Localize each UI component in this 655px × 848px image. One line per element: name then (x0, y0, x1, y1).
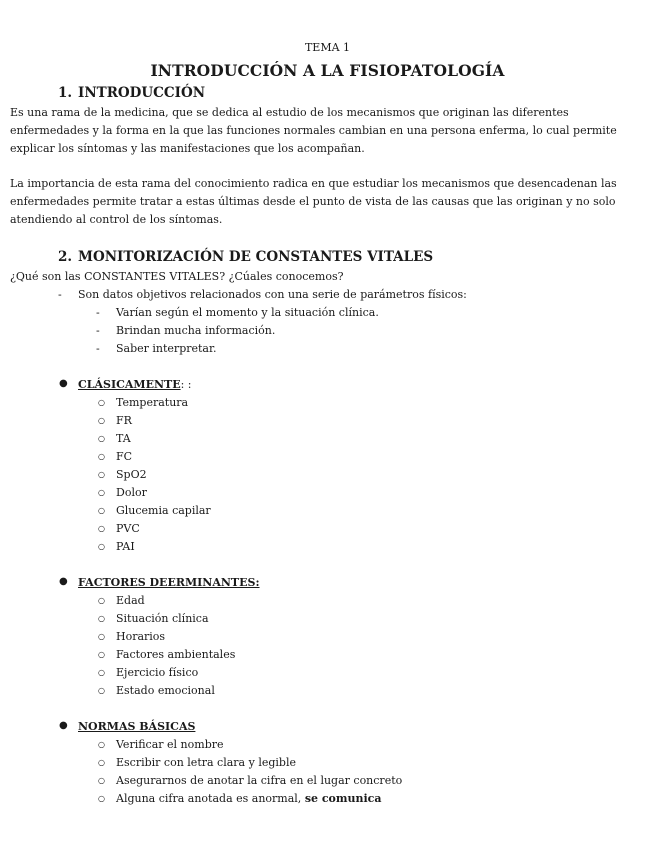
clasicamente-item: Temperatura (116, 396, 189, 409)
circle-bullet-icon: ○ (98, 794, 105, 803)
circle-bullet-icon: ○ (98, 470, 105, 479)
paragraph-line: enfermedades permite tratar a estas últimas desde el punto de vista de las causas que las originan y no solo (10, 195, 616, 208)
clasicamente-item: TA (116, 432, 131, 445)
dash-marker: - (96, 306, 100, 319)
factores-item: Factores ambientales (116, 648, 236, 661)
factores-heading: FACTORES DEERMINANTES: (78, 576, 260, 589)
normas-item: Asegurarnos de anotar la cifra en el lugar concreto (116, 774, 403, 787)
sub-list-item: Saber interpretar. (116, 342, 217, 355)
circle-bullet-icon: ○ (98, 686, 105, 695)
bullet-icon: ● (59, 378, 68, 389)
section-2-question: ¿Qué son las CONSTANTES VITALES? ¿Cúales conocemos? (10, 270, 344, 283)
paragraph-line: Es una rama de la medicina, que se dedica al estudio de los mecanismos que originan las diferentes (10, 106, 569, 119)
paragraph-line: atendiendo al control de los síntomas. (10, 213, 223, 226)
section-1-number: 1. (58, 85, 73, 101)
tema-label: TEMA 1 (304, 41, 351, 54)
circle-bullet-icon: ○ (98, 632, 105, 641)
factores-item: Edad (116, 594, 145, 607)
clasicamente-item: PAI (116, 540, 135, 553)
factores-item: Horarios (116, 630, 166, 643)
factores-item: Estado emocional (116, 684, 215, 697)
dash-marker: - (58, 288, 62, 301)
circle-bullet-icon: ○ (98, 542, 105, 551)
section-2-heading (58, 249, 433, 265)
circle-bullet-icon: ○ (98, 398, 105, 407)
clasicamente-item: PVC (116, 522, 140, 535)
circle-bullet-icon: ○ (98, 650, 105, 659)
circle-bullet-icon: ○ (98, 758, 105, 767)
factores-item: Ejercicio físico (116, 666, 199, 679)
paragraph-line: La importancia de esta rama del conocimiento radica en que estudiar los mecanismos que desencadenan las (10, 177, 617, 190)
clasicamente-item: SpO2 (116, 468, 147, 481)
section-1-title: INTRODUCCIÓN (78, 85, 206, 101)
circle-bullet-icon: ○ (98, 434, 105, 443)
clasicamente-item: Glucemia capilar (116, 504, 211, 517)
paragraph-line: enfermedades y la forma en la que las funciones normales cambian en una persona enferma, lo cual permite (10, 124, 617, 137)
factores-item: Situación clínica (116, 612, 209, 625)
clasicamente-item: Dolor (116, 486, 147, 499)
circle-bullet-icon: ○ (98, 614, 105, 623)
clasicamente-suffix: : : (180, 378, 192, 391)
clasicamente-item: FC (116, 450, 133, 463)
section-1-paragraph-1 (10, 104, 617, 158)
section-2-number: 2. (58, 249, 73, 265)
clasicamente-heading (78, 378, 192, 391)
circle-bullet-icon: ○ (98, 488, 105, 497)
clasicamente-item: FR (116, 414, 132, 427)
dash-marker: - (96, 324, 100, 337)
paragraph-line: explicar los síntomas y las manifestaciones que los acompañan. (10, 142, 365, 155)
dash-list-item: Son datos objetivos relacionados con una serie de parámetros físicos: (78, 288, 467, 301)
circle-bullet-icon: ○ (98, 506, 105, 515)
normas-item-emphasis: se comunica (304, 792, 382, 805)
circle-bullet-icon: ○ (98, 452, 105, 461)
bullet-icon: ● (59, 576, 68, 587)
normas-item-text: Alguna cifra anotada es anormal, (116, 792, 305, 805)
section-1-paragraph-2 (10, 175, 617, 229)
circle-bullet-icon: ○ (98, 740, 105, 749)
circle-bullet-icon: ○ (98, 596, 105, 605)
normas-item: Verificar el nombre (116, 738, 224, 751)
normas-heading: NORMAS BÁSICAS (78, 720, 196, 733)
dash-marker: - (96, 342, 100, 355)
circle-bullet-icon: ○ (98, 668, 105, 677)
normas-item-last (116, 792, 382, 805)
section-2-title: MONITORIZACIÓN DE CONSTANTES VITALES (78, 249, 434, 265)
sub-list-item: Brindan mucha información. (116, 324, 276, 337)
circle-bullet-icon: ○ (98, 416, 105, 425)
sub-list-item: Varían según el momento y la situación clínica. (116, 306, 379, 319)
bullet-icon: ● (59, 720, 68, 731)
circle-bullet-icon: ○ (98, 776, 105, 785)
normas-item: Escribir con letra clara y legible (116, 756, 296, 769)
document-title: INTRODUCCIÓN A LA FISIOPATOLOGÍA (150, 61, 505, 80)
clasicamente-heading-text: CLÁSICAMENTE (78, 378, 181, 391)
circle-bullet-icon: ○ (98, 524, 105, 533)
section-1-heading (58, 85, 205, 101)
